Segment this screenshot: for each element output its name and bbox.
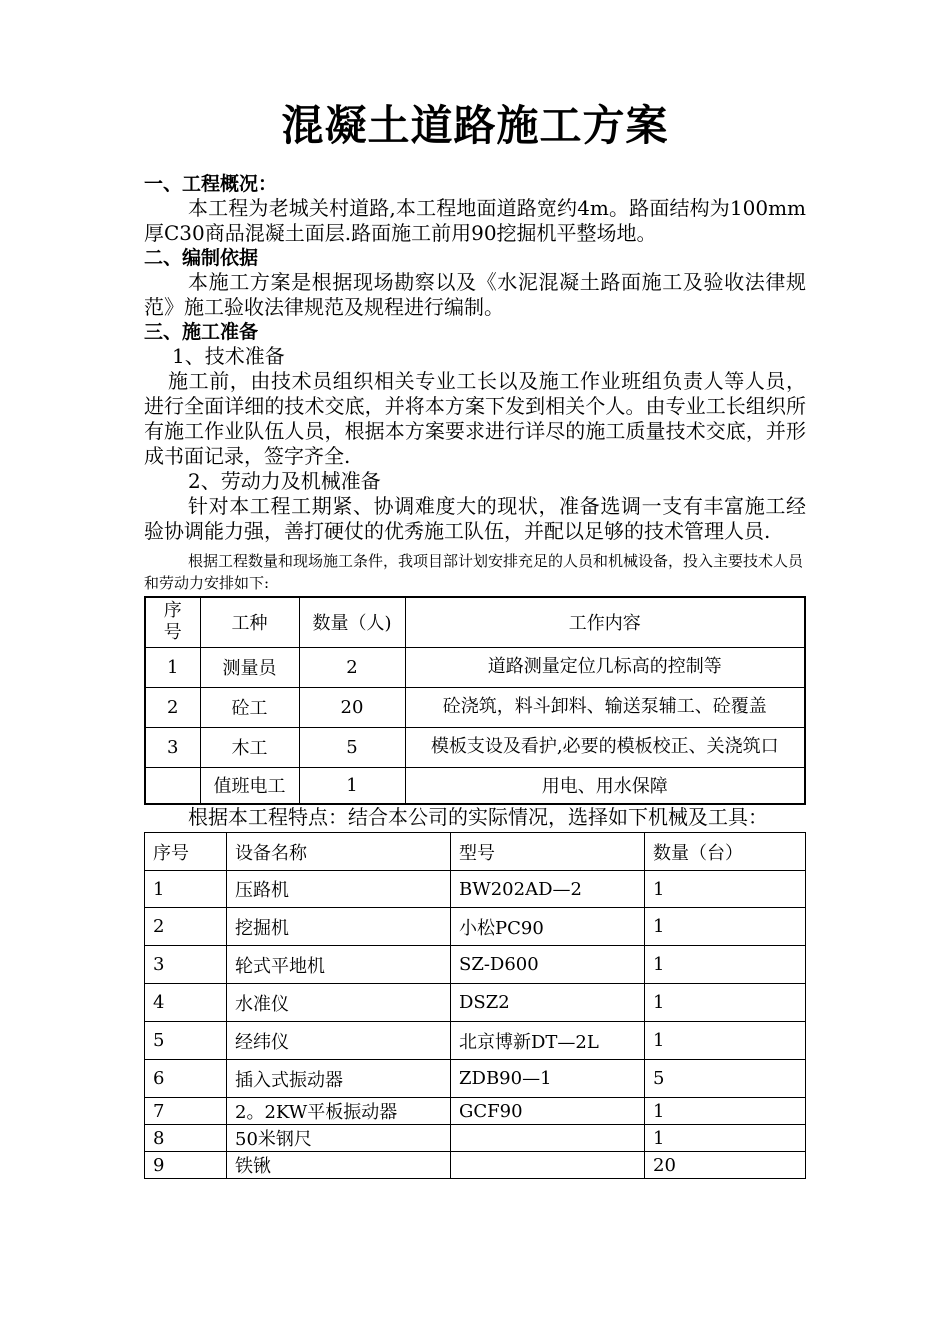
table-row bbox=[145, 767, 805, 804]
table-row bbox=[145, 1098, 806, 1125]
equipment-cell: 2。2KW平板振动器 bbox=[227, 1098, 451, 1125]
table-row bbox=[145, 647, 805, 687]
section-2-text: 本施工方案是根据现场勘察以及《水泥混凝土路面施工及验收法律规范》施工验收法律规范及规程进行编制。 bbox=[144, 270, 806, 319]
equipment-cell: DSZ2 bbox=[451, 984, 645, 1022]
table-row bbox=[145, 908, 806, 946]
equipment-cell: 1 bbox=[645, 1125, 806, 1152]
equipment-cell: 4 bbox=[145, 984, 227, 1022]
labor-cell: 1 bbox=[299, 767, 405, 804]
labor-header-index: 序号 bbox=[145, 597, 200, 647]
equipment-cell: 5 bbox=[145, 1022, 227, 1060]
equipment-cell: 8 bbox=[145, 1125, 227, 1152]
labor-table-header bbox=[145, 597, 805, 647]
equipment-table bbox=[144, 832, 806, 1179]
labor-cell: 2 bbox=[299, 647, 405, 687]
equipment-cell bbox=[451, 1125, 645, 1152]
equipment-cell: 50米钢尺 bbox=[227, 1125, 451, 1152]
table-row bbox=[145, 1152, 806, 1179]
labor-cell: 3 bbox=[145, 727, 200, 767]
equipment-cell: 1 bbox=[645, 1098, 806, 1125]
table-row bbox=[145, 871, 806, 908]
equipment-cell: 1 bbox=[645, 908, 806, 946]
section-3-sub2: 2、劳动力及机械准备 bbox=[188, 469, 381, 493]
labor-cell: 值班电工 bbox=[200, 767, 299, 804]
section-1-text: 本工程为老城关村道路,本工程地面道路宽约4m。路面结构为100mm厚C30商品混凝土面层.路面施工前用90挖掘机平整场地。 bbox=[144, 196, 806, 245]
equipment-cell: ZDB90—1 bbox=[451, 1060, 645, 1098]
labor-cell: 木工 bbox=[200, 727, 299, 767]
equipment-cell: 7 bbox=[145, 1098, 227, 1125]
table-row bbox=[145, 946, 806, 984]
labor-cell: 1 bbox=[145, 647, 200, 687]
labor-table bbox=[144, 596, 806, 805]
equipment-cell: 水准仪 bbox=[227, 984, 451, 1022]
equipment-cell: GCF90 bbox=[451, 1098, 645, 1125]
equipment-cell: 6 bbox=[145, 1060, 227, 1098]
equipment-cell: 轮式平地机 bbox=[227, 946, 451, 984]
labor-cell: 测量员 bbox=[200, 647, 299, 687]
section-3-text2: 针对本工程工期紧、协调难度大的现状，准备选调一支有丰富施工经验协调能力强，善打硬仗的优秀施工队伍，并配以足够的技术管理人员. bbox=[144, 494, 806, 543]
labor-cell: 20 bbox=[299, 687, 405, 727]
labor-cell: 用电、用水保障 bbox=[405, 767, 805, 804]
labor-note: 根据工程数量和现场施工条件，我项目部计划安排充足的人员和机械设备，投入主要技术人员和劳动力安排如下: bbox=[144, 552, 804, 592]
labor-cell: 砼浇筑，料斗卸料、输送泵辅工、砼覆盖 bbox=[405, 687, 805, 727]
section-2-heading: 二、编制依据 bbox=[144, 247, 259, 269]
equipment-cell: 铁锹 bbox=[227, 1152, 451, 1179]
equipment-cell: 经纬仪 bbox=[227, 1022, 451, 1060]
equipment-header-index: 序号 bbox=[145, 833, 227, 871]
section-1-heading: 一、工程概况： bbox=[144, 173, 278, 195]
document-title: 混凝土道路施工方案 bbox=[281, 101, 669, 150]
equipment-cell: 小松PC90 bbox=[451, 908, 645, 946]
section-3-text1: 施工前，由技术员组织相关专业工长以及施工作业班组负责人等人员，进行全面详细的技术交底，并将本方案下发到相关个人。由专业工长组织所有施工作业队伍人员，根据本方案要求进行详尽的施工质量技术交底，并形成书面记录，签字齐全. bbox=[144, 369, 806, 468]
labor-header-count: 数量（人) bbox=[299, 597, 405, 647]
equipment-header-name: 设备名称 bbox=[227, 833, 451, 871]
table-row bbox=[145, 1060, 806, 1098]
equipment-cell: 挖掘机 bbox=[227, 908, 451, 946]
document-body bbox=[144, 172, 806, 1179]
section-3-sub1: 1、技术准备 bbox=[172, 344, 285, 368]
equipment-cell: 1 bbox=[645, 984, 806, 1022]
equipment-cell: SZ-D600 bbox=[451, 946, 645, 984]
labor-cell: 砼工 bbox=[200, 687, 299, 727]
equipment-header-count: 数量（台） bbox=[645, 833, 806, 871]
equipment-cell: 5 bbox=[645, 1060, 806, 1098]
equipment-cell: BW202AD—2 bbox=[451, 871, 645, 908]
table-row bbox=[145, 1022, 806, 1060]
labor-cell bbox=[145, 767, 200, 804]
labor-header-work: 工作内容 bbox=[405, 597, 805, 647]
equipment-cell: 9 bbox=[145, 1152, 227, 1179]
labor-cell: 5 bbox=[299, 727, 405, 767]
table-row bbox=[145, 687, 805, 727]
labor-cell: 2 bbox=[145, 687, 200, 727]
labor-cell: 道路测量定位几标高的控制等 bbox=[405, 647, 805, 687]
table-row bbox=[145, 984, 806, 1022]
equipment-cell bbox=[451, 1152, 645, 1179]
equipment-cell: 1 bbox=[645, 1022, 806, 1060]
equipment-cell: 3 bbox=[145, 946, 227, 984]
equipment-cell: 1 bbox=[145, 871, 227, 908]
machine-intro: 根据本工程特点：结合本公司的实际情况，选择如下机械及工具： bbox=[188, 805, 768, 829]
equipment-table-header bbox=[145, 833, 806, 871]
labor-cell: 模板支设及看护,必要的模板校正、关浇筑口 bbox=[405, 727, 805, 767]
table-row bbox=[145, 1125, 806, 1152]
equipment-cell: 压路机 bbox=[227, 871, 451, 908]
equipment-cell: 20 bbox=[645, 1152, 806, 1179]
equipment-header-model: 型号 bbox=[451, 833, 645, 871]
equipment-cell: 1 bbox=[645, 871, 806, 908]
section-3-heading: 三、施工准备 bbox=[144, 321, 259, 343]
table-row bbox=[145, 727, 805, 767]
equipment-cell: 插入式振动器 bbox=[227, 1060, 451, 1098]
equipment-cell: 2 bbox=[145, 908, 227, 946]
equipment-cell: 1 bbox=[645, 946, 806, 984]
equipment-cell: 北京博新DT—2L bbox=[451, 1022, 645, 1060]
labor-header-trade: 工种 bbox=[200, 597, 299, 647]
